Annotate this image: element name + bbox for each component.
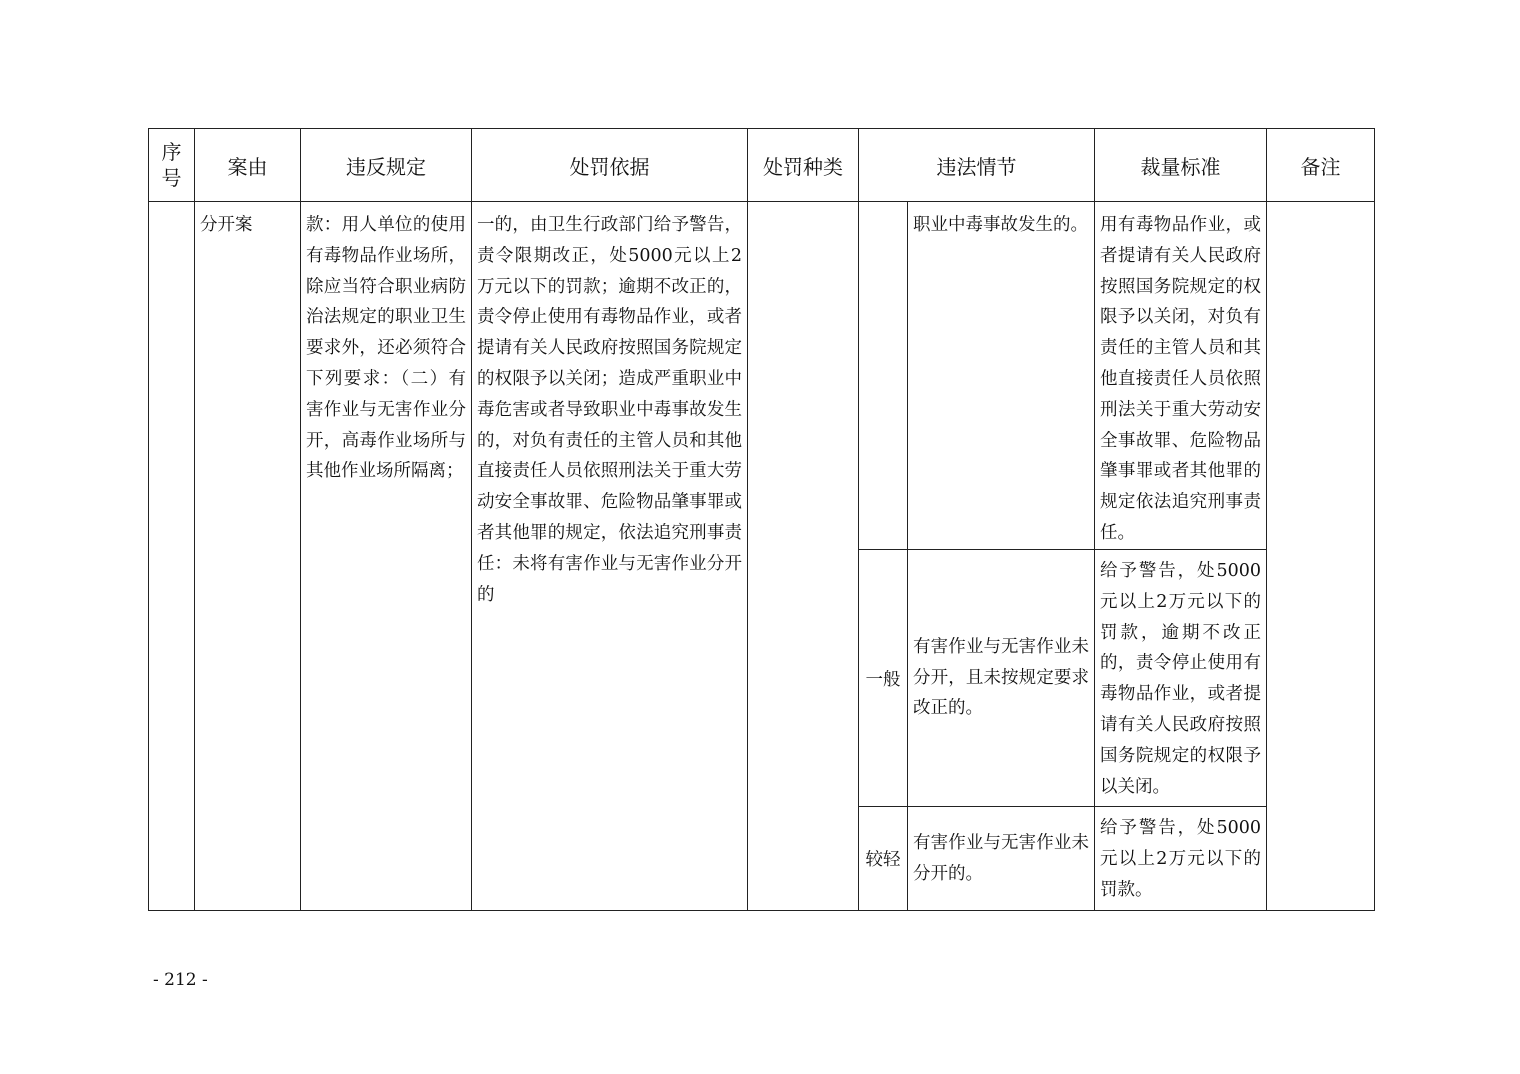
header-violation: 违反规定 bbox=[301, 129, 472, 202]
table-row bbox=[149, 202, 1375, 550]
header-seq-line1: 序 bbox=[161, 140, 182, 164]
header-penalty-type: 处罚种类 bbox=[748, 129, 859, 202]
header-seq bbox=[149, 129, 195, 202]
cell-seq bbox=[149, 202, 195, 911]
header-seq-line2: 号 bbox=[161, 166, 182, 190]
page-number: - 212 - bbox=[153, 970, 208, 990]
header-case: 案由 bbox=[195, 129, 301, 202]
cell-severity-3: 较轻 bbox=[859, 807, 908, 911]
cell-penalty-type bbox=[748, 202, 859, 911]
cell-basis: 一的，由卫生行政部门给予警告，责令限期改正，处5000元以上2万元以下的罚款；逾期不改正的，责令停止使用有毒物品作业，或者提请有关人民政府按照国务院规定的权限予以关闭；造成严重职业中毒危害或者导致职业中毒事故发生的，对负有责任的主管人员和其他直接责任人员依照刑法关于重大劳动安全事故罪、危险物品肇事罪或者其他罪的规定，依法追究刑事责任：未将有害作业与无害作业分开的 bbox=[472, 202, 748, 911]
cell-standard-2: 给予警告，处5000元以上2万元以下的罚款，逾期不改正的，责令停止使用有毒物品作业，或者提请有关人民政府按照国务院规定的权限予以关闭。 bbox=[1095, 550, 1267, 807]
header-basis: 处罚依据 bbox=[472, 129, 748, 202]
cell-circumstance-2: 有害作业与无害作业未分开，且未按规定要求改正的。 bbox=[908, 550, 1095, 807]
cell-case: 分开案 bbox=[195, 202, 301, 911]
cell-standard-3: 给予警告，处5000元以上2万元以下的罚款。 bbox=[1095, 807, 1267, 911]
penalty-discretion-table bbox=[148, 128, 1375, 911]
cell-severity-2: 一般 bbox=[859, 550, 908, 807]
header-row bbox=[149, 129, 1375, 202]
cell-circumstance-3: 有害作业与无害作业未分开的。 bbox=[908, 807, 1095, 911]
header-standard: 裁量标准 bbox=[1095, 129, 1267, 202]
header-remarks: 备注 bbox=[1267, 129, 1375, 202]
cell-circumstance-1: 职业中毒事故发生的。 bbox=[908, 202, 1095, 550]
cell-standard-1: 用有毒物品作业，或者提请有关人民政府按照国务院规定的权限予以关闭，对负有责任的主管人员和其他直接责任人员依照刑法关于重大劳动安全事故罪、危险物品肇事罪或者其他罪的规定依法追究刑事责任。 bbox=[1095, 202, 1267, 550]
cell-remarks bbox=[1267, 202, 1375, 911]
header-circumstance: 违法情节 bbox=[859, 129, 1095, 202]
cell-violation: 款：用人单位的使用有毒物品作业场所，除应当符合职业病防治法规定的职业卫生要求外，还必须符合下列要求：（二）有害作业与无害作业分开，高毒作业场所与其他作业场所隔离； bbox=[301, 202, 472, 911]
cell-severity-1 bbox=[859, 202, 908, 550]
